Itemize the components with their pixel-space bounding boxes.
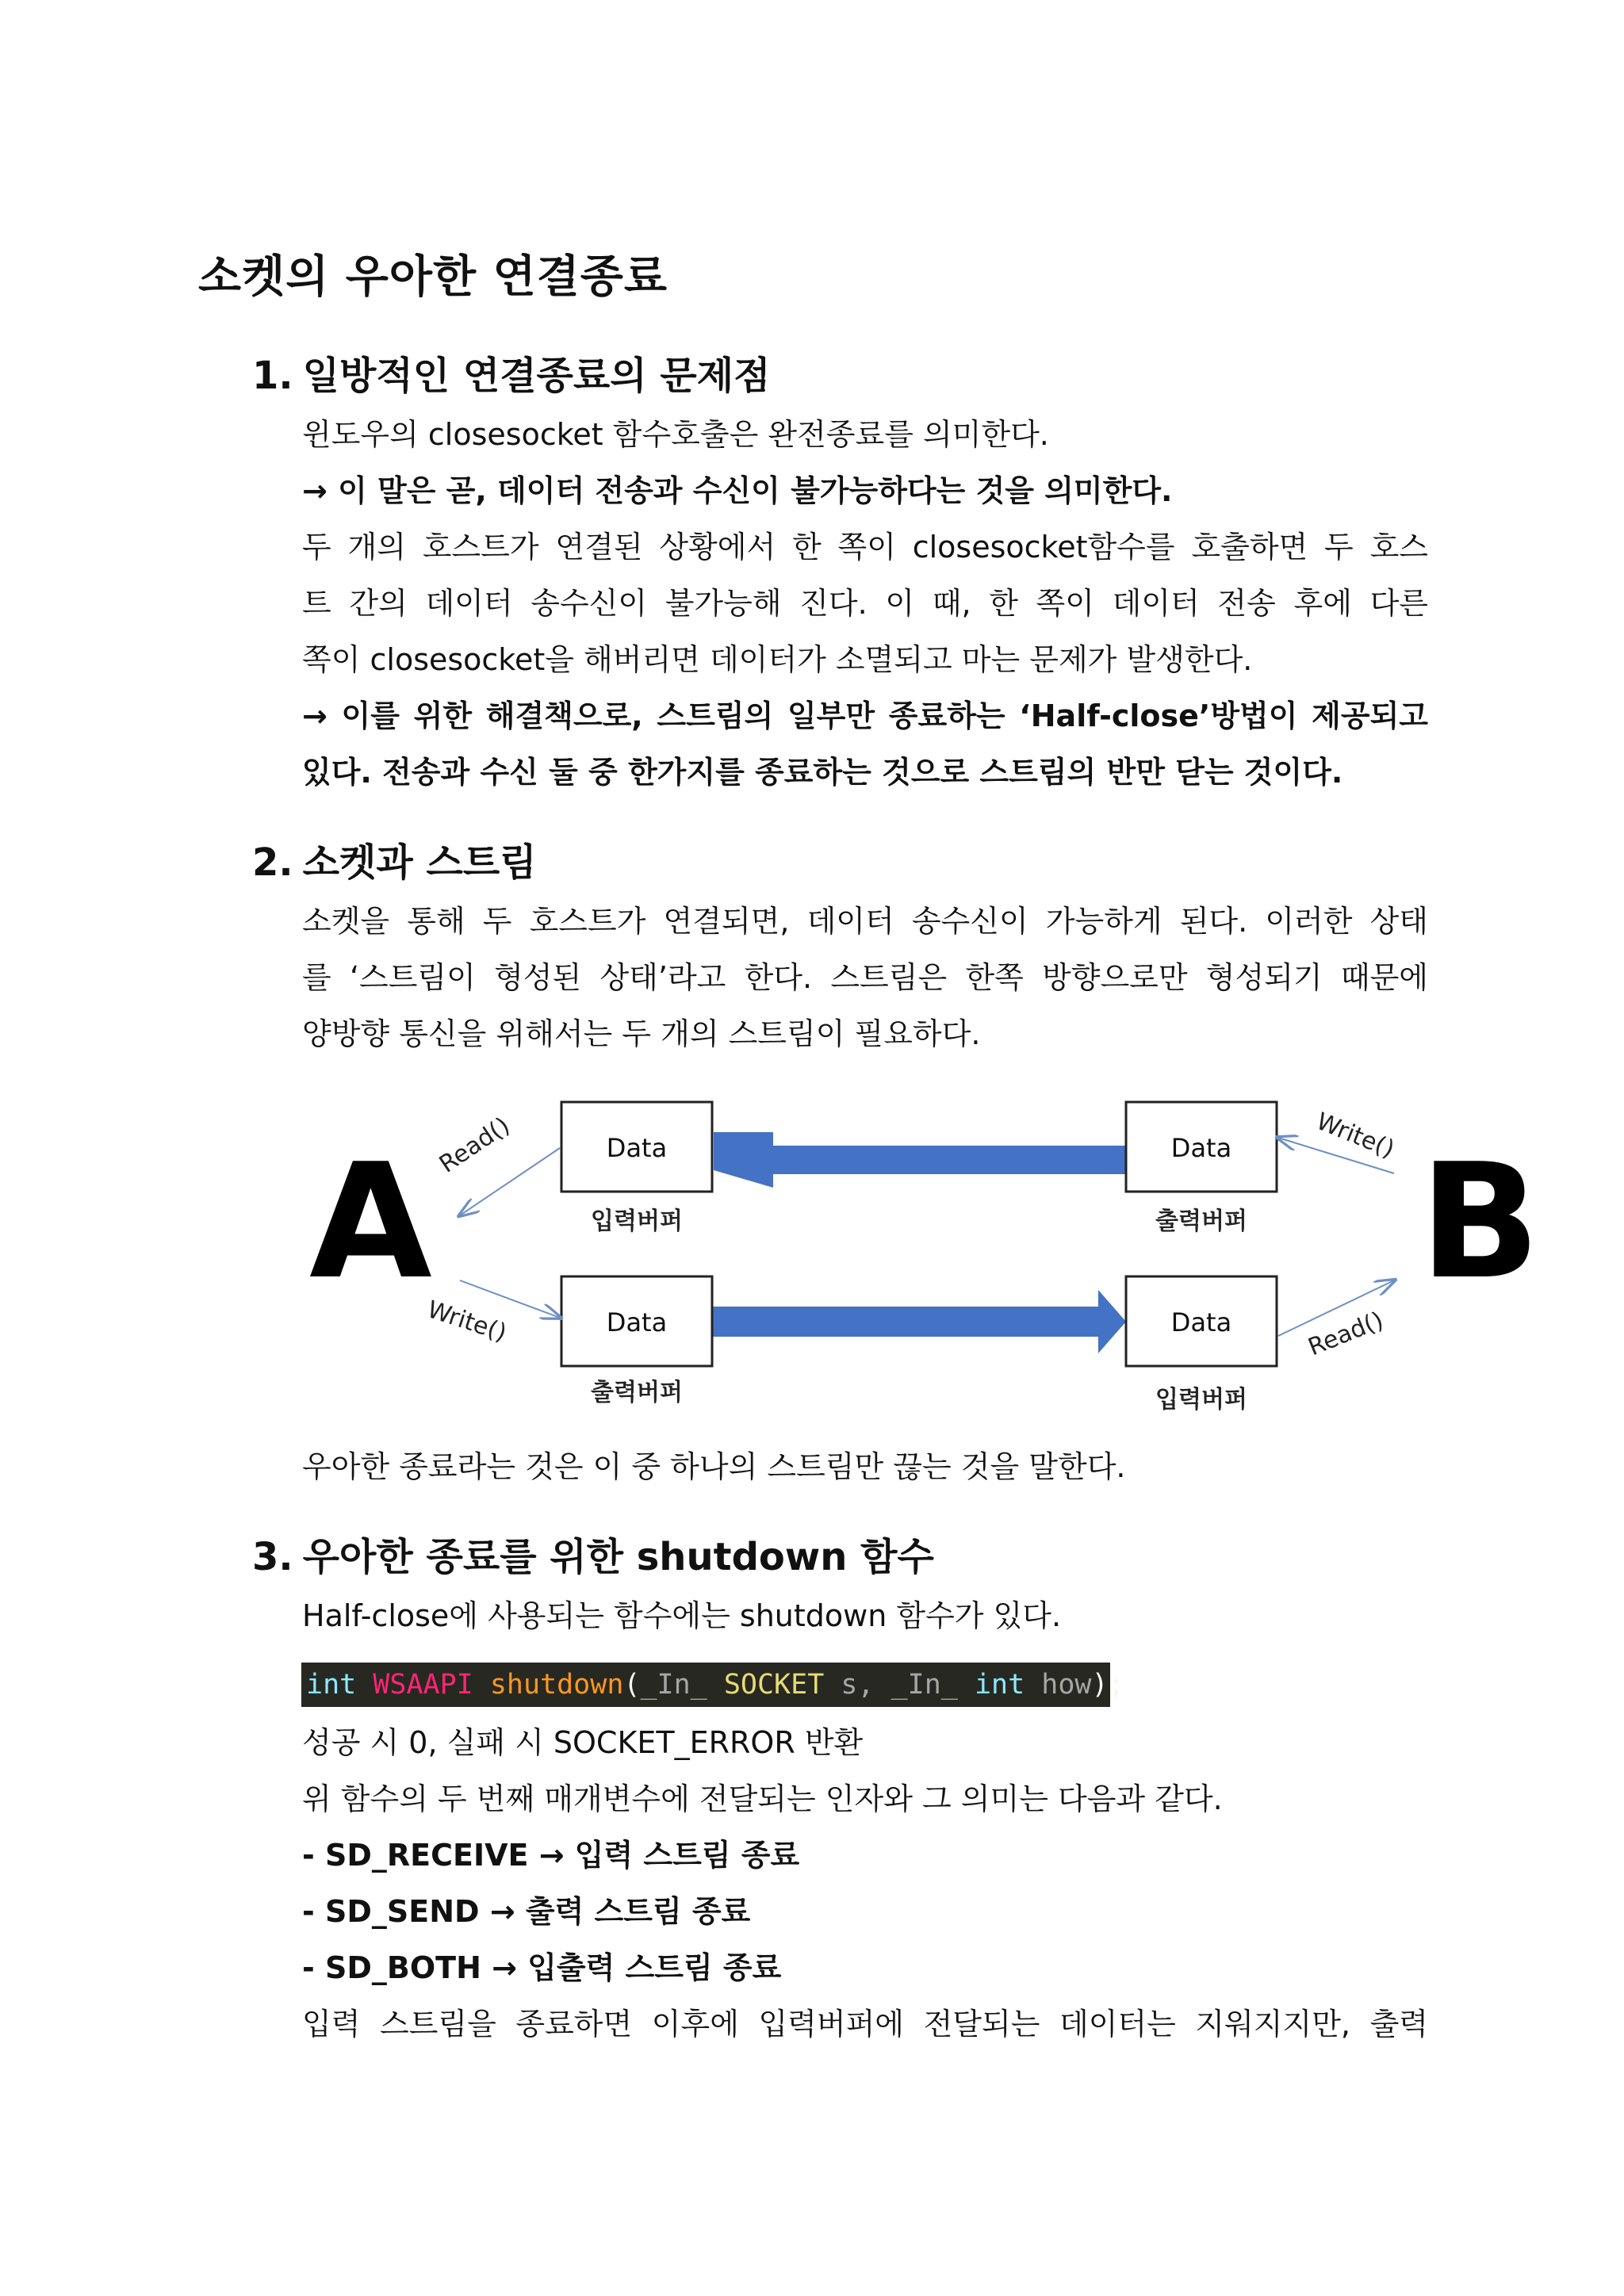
- section-2-after-diagram: 우아한 종료라는 것은 이 중 하나의 스트림만 끊는 것을 말한다.: [302, 1449, 1126, 1484]
- code-token: shutdown: [489, 1669, 624, 1701]
- section-number: 2.: [252, 840, 293, 885]
- code-token: WSAAPI: [373, 1669, 473, 1701]
- section-1-line-1: 윈도우의 closesocket 함수호출은 완전종료를 의미한다.: [302, 417, 1049, 452]
- section-1-heading: [252, 345, 770, 400]
- section-number: 1.: [252, 354, 293, 398]
- data-box-label: Data: [1170, 1133, 1232, 1163]
- sd-send-item: - SD_SEND → 출력 스트림 종료: [302, 1894, 751, 1929]
- data-box-label: Data: [1170, 1307, 1232, 1337]
- section-3-line-3: 위 함수의 두 번째 매개변수에 전달되는 인자와 그 의미는 다음과 같다.: [302, 1781, 1223, 1816]
- host-b-label: B: [1419, 1130, 1541, 1314]
- sd-receive-item: - SD_RECEIVE → 입력 스트림 종료: [302, 1838, 800, 1873]
- code-token: int: [974, 1669, 1025, 1701]
- section-2-line-1: 소켓을 통해 두 호스트가 연결되면, 데이터 송수신이 가능하게 된다. 이러한 상태: [302, 904, 1428, 939]
- sd-both-item: - SD_BOTH → 입출력 스트림 종료: [302, 1950, 782, 1985]
- section-title: 일방적인 연결종료의 문제점: [302, 354, 771, 398]
- section-1-line-6: → 이를 위한 해결책으로, 스트림의 일부만 종료하는 ‘Half-close’방법이 제공되고: [302, 698, 1428, 733]
- code-token: int: [306, 1669, 357, 1701]
- section-1-line-4: 트 간의 데이터 송수신이 불가능해 진다. 이 때, 한 쪽이 데이터 전송 후에 다른: [302, 586, 1428, 621]
- code-token: how: [1041, 1669, 1092, 1701]
- section-2-line-2: 를 ‘스트림이 형성된 상태’라고 한다. 스트림은 한쪽 방향으로만 형성되기 때문에: [302, 960, 1428, 995]
- section-title: 소켓과 스트림: [302, 840, 537, 885]
- section-3-heading: [252, 1526, 934, 1581]
- write-label-a: Write(): [423, 1295, 510, 1348]
- stream-diagram: [301, 1086, 1541, 1435]
- input-buffer-label: 입력버퍼: [591, 1207, 683, 1235]
- section-1-line-5: 쪽이 closesocket을 해버리면 데이터가 소멸되고 마는 문제가 발생한다.: [302, 642, 1253, 677]
- section-3-line-1: Half-close에 사용되는 함수에는 shutdown 함수가 있다.: [302, 1598, 1062, 1633]
- stream-arrow-b-to-a: [714, 1132, 1126, 1188]
- shutdown-code-snippet: [301, 1663, 1125, 1707]
- read-label-b: Read(): [1304, 1306, 1388, 1362]
- document-title: 소켓의 우아한 연결종료: [198, 251, 668, 303]
- section-1-line-2: → 이 말은 곧, 데이터 전송과 수신이 불가능하다는 것을 의미한다.: [302, 473, 1173, 508]
- section-1-line-7: 있다. 전송과 수신 둘 중 한가지를 종료하는 것으로 스트림의 반만 닫는 것이다.: [302, 755, 1343, 790]
- code-token: _In_: [891, 1669, 958, 1701]
- write-label-b: Write(): [1312, 1107, 1399, 1164]
- section-3-line-2: 성공 시 0, 실패 시 SOCKET_ERROR 반환: [302, 1725, 864, 1760]
- code-token: s,: [841, 1669, 875, 1701]
- stream-arrow-a-to-b: [712, 1290, 1126, 1353]
- host-a-label: A: [309, 1130, 432, 1314]
- read-label-a: Read(): [434, 1112, 515, 1179]
- section-1-line-3: 두 개의 호스트가 연결된 상황에서 한 쪽이 closesocket함수를 호출하면 두 호스: [302, 530, 1428, 564]
- data-box-label: Data: [606, 1307, 668, 1337]
- output-buffer-label: 출력버퍼: [591, 1379, 683, 1406]
- section-3-line-7: 입력 스트림을 종료하면 이후에 입력버퍼에 전달되는 데이터는 지워지지만, 출력: [302, 2007, 1428, 2042]
- data-box-label: Data: [606, 1133, 668, 1163]
- output-buffer-label: 출력버퍼: [1155, 1207, 1247, 1235]
- section-number: 3.: [252, 1535, 293, 1579]
- section-title: 우아한 종료를 위한 shutdown 함수: [302, 1535, 934, 1579]
- code-token: (: [623, 1669, 641, 1701]
- input-buffer-label: 입력버퍼: [1155, 1386, 1247, 1414]
- code-token: _In_: [640, 1669, 707, 1701]
- code-token: SOCKET: [723, 1669, 825, 1701]
- code-token: );: [1091, 1669, 1125, 1701]
- section-2-heading: [252, 832, 537, 886]
- section-2-line-3: 양방향 통신을 위해서는 두 개의 스트림이 필요하다.: [302, 1016, 981, 1051]
